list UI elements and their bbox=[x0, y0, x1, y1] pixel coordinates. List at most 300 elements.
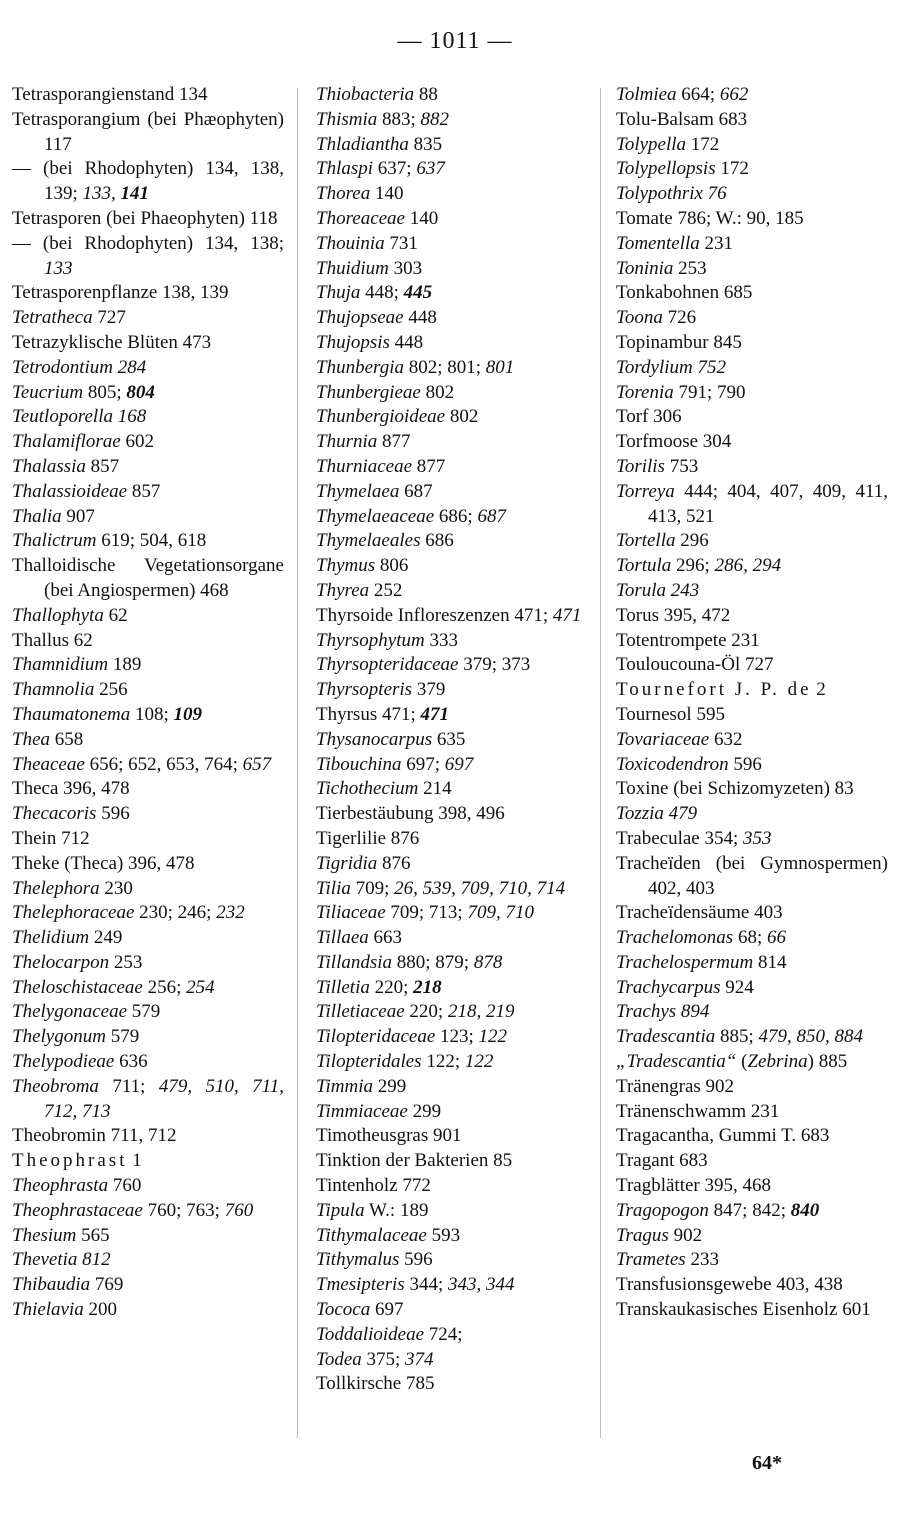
entry-text: 802; 801; bbox=[403, 356, 486, 378]
column-divider bbox=[297, 88, 298, 1438]
entry-text: Thalassioideae bbox=[12, 480, 128, 502]
index-entry bbox=[12, 207, 284, 232]
entry-text: Tränengras 902 bbox=[616, 1075, 735, 1097]
index-entry bbox=[316, 1124, 588, 1149]
entry-text: 731 bbox=[384, 232, 418, 254]
entry-text: Tragus bbox=[616, 1224, 669, 1246]
entry-text: Tillandsia bbox=[316, 951, 393, 973]
entry-text: 619; 504, 618 bbox=[96, 530, 207, 552]
index-entry bbox=[12, 505, 284, 530]
entry-text: Tragblätter 395, 468 bbox=[616, 1175, 771, 1197]
entry-text: 379 bbox=[412, 679, 446, 701]
entry-text: Toona bbox=[616, 307, 663, 329]
entry-text: 296 bbox=[675, 530, 709, 552]
index-entry bbox=[616, 1248, 888, 1273]
entry-text: 662 bbox=[719, 84, 749, 105]
entry-text: Tozzia 479 bbox=[616, 803, 698, 825]
entry-text: 448; bbox=[360, 282, 404, 304]
entry-text: 252 bbox=[369, 579, 403, 601]
entry-text: 907 bbox=[61, 505, 95, 527]
entry-text: Thoreaceae bbox=[316, 207, 405, 229]
entry-text: Trachycarpus bbox=[616, 976, 721, 998]
entry-text: 565 bbox=[76, 1224, 110, 1246]
entry-text: 172 bbox=[686, 133, 720, 155]
index-entry bbox=[12, 1174, 284, 1199]
entry-text: Thelygonaceae bbox=[12, 1001, 128, 1023]
index-entry bbox=[12, 852, 284, 877]
entry-text: Theaceae bbox=[12, 753, 85, 775]
entry-text: 140 bbox=[405, 207, 439, 229]
index-entry bbox=[616, 976, 888, 1001]
entry-text: 299 bbox=[373, 1075, 407, 1097]
entry-text: Tilletia bbox=[316, 976, 370, 998]
entry-text: Tradescantia bbox=[616, 1026, 716, 1048]
index-entry bbox=[316, 1000, 588, 1025]
entry-text: 814 bbox=[753, 951, 787, 973]
index-entry bbox=[316, 579, 588, 604]
entry-text: 133, bbox=[82, 183, 121, 205]
index-entry bbox=[316, 1025, 588, 1050]
index-entry bbox=[12, 1224, 284, 1249]
entry-text: 753 bbox=[664, 455, 699, 477]
entry-text: ( bbox=[736, 1051, 748, 1073]
entry-text: 471 bbox=[552, 604, 582, 626]
entry-text: Thalictrum bbox=[12, 530, 97, 552]
entry-text: Tolmiea bbox=[616, 84, 677, 105]
entry-text: 697; bbox=[401, 753, 445, 775]
index-entry bbox=[12, 281, 284, 306]
entry-text: Thunbergioideae bbox=[316, 406, 446, 428]
entry-text: Thelephoraceae bbox=[12, 902, 135, 924]
index-entry bbox=[12, 1298, 284, 1323]
index-entry bbox=[616, 1174, 888, 1199]
index-entry bbox=[316, 877, 588, 902]
entry-text: Thesium bbox=[12, 1224, 77, 1246]
entry-text: 214 bbox=[418, 778, 452, 800]
entry-text: 769 bbox=[90, 1274, 124, 1296]
entry-text: 26, 539, 709, 710, 714 bbox=[394, 877, 566, 899]
index-entry bbox=[616, 133, 888, 158]
entry-text: Tipula bbox=[316, 1199, 365, 1221]
index-entry bbox=[12, 455, 284, 480]
index-entry bbox=[12, 356, 284, 381]
index-entry bbox=[616, 529, 888, 554]
entry-text: Thurniaceae bbox=[316, 455, 413, 477]
index-entry bbox=[12, 604, 284, 629]
entry-text: 805; bbox=[83, 381, 127, 403]
index-entry bbox=[616, 356, 888, 381]
index-entry bbox=[316, 356, 588, 381]
entry-text: 596 bbox=[728, 753, 762, 775]
entry-text: 172 bbox=[715, 158, 749, 180]
entry-text: 448 bbox=[389, 331, 424, 353]
entry-text: Thyrsophytum bbox=[316, 629, 425, 651]
index-entry bbox=[316, 1248, 588, 1273]
index-entry bbox=[616, 678, 888, 703]
entry-text: 256; bbox=[142, 976, 187, 998]
entry-text: Thymus bbox=[316, 555, 376, 577]
entry-text: 62 bbox=[103, 604, 128, 626]
entry-text: Toninia bbox=[616, 257, 674, 279]
entry-text: Torenia bbox=[616, 381, 674, 403]
entry-text: 230; 246; bbox=[134, 902, 217, 924]
index-entry bbox=[316, 1273, 588, 1298]
entry-text: Tigerlilie 876 bbox=[316, 827, 420, 849]
index-entry bbox=[616, 108, 888, 133]
entry-text: Teutloporella 168 bbox=[12, 406, 147, 428]
entry-text: 840 bbox=[790, 1199, 820, 1221]
entry-text: 697 bbox=[370, 1299, 404, 1321]
entry-text: Thalloidische Vegetationsorgane (bei Angiospermen) 468 bbox=[12, 555, 284, 601]
entry-text: 857 bbox=[85, 455, 120, 477]
index-entry bbox=[616, 926, 888, 951]
index-entry bbox=[316, 703, 588, 728]
entry-text: 637; bbox=[373, 158, 417, 180]
index-entry bbox=[316, 455, 588, 480]
entry-text: 878 bbox=[473, 951, 503, 973]
index-entry bbox=[12, 1273, 284, 1298]
entry-text: 231 bbox=[699, 232, 733, 254]
index-entry bbox=[12, 331, 284, 356]
entry-text: Tichothecium bbox=[316, 778, 419, 800]
entry-text: 686; bbox=[434, 505, 478, 527]
entry-text: Tierbestäubung 398, 496 bbox=[316, 803, 505, 825]
entry-text: Theophrastaceae bbox=[12, 1199, 143, 1221]
entry-text: 218, 219 bbox=[447, 1001, 515, 1023]
entry-text: 88 bbox=[414, 84, 438, 105]
entry-text: Tetrasporangium (bei Phæophyten) 117 bbox=[12, 108, 284, 155]
entry-text: Thein 712 bbox=[12, 827, 90, 849]
entry-text: Tiliaceae bbox=[316, 902, 386, 924]
entry-text: 806 bbox=[375, 555, 409, 577]
index-entry bbox=[316, 1050, 588, 1075]
entry-text: Zebrina bbox=[747, 1051, 808, 1073]
entry-text: 658 bbox=[50, 728, 84, 750]
entry-text: 220; bbox=[369, 976, 414, 998]
sheet-signature: 64* bbox=[752, 1452, 782, 1474]
entry-text: Thunbergieae bbox=[316, 381, 421, 403]
index-entry bbox=[316, 182, 588, 207]
entry-text: Tolypellopsis bbox=[616, 158, 716, 180]
index-entry bbox=[12, 1124, 284, 1149]
entry-text: 286, 294 bbox=[714, 555, 782, 577]
entry-text: Theophrast bbox=[12, 1150, 128, 1172]
entry-text: Thismia bbox=[316, 108, 378, 130]
index-entry bbox=[616, 381, 888, 406]
entry-text: 379; 373 bbox=[458, 654, 531, 676]
index-entry bbox=[316, 405, 588, 430]
entry-text: Thurnia bbox=[316, 431, 378, 453]
entry-text: 791; 790 bbox=[673, 381, 746, 403]
entry-text: Tordylium 752 bbox=[616, 356, 726, 378]
entry-text: 632 bbox=[709, 728, 743, 750]
entry-text: 232 bbox=[216, 902, 245, 924]
index-entry bbox=[316, 951, 588, 976]
entry-text: 122 bbox=[478, 1026, 508, 1048]
entry-text: Tortula bbox=[616, 555, 672, 577]
index-entry bbox=[316, 852, 588, 877]
index-entry bbox=[12, 678, 284, 703]
index-entry bbox=[12, 877, 284, 902]
entry-text: Thladiantha bbox=[316, 133, 409, 155]
entry-text: Tovariaceae bbox=[616, 728, 710, 750]
index-entry bbox=[12, 753, 284, 778]
entry-text: 471 bbox=[420, 703, 449, 725]
index-entry bbox=[316, 381, 588, 406]
entry-text: Theobroma bbox=[12, 1075, 99, 1097]
entry-text: Thiobacteria bbox=[316, 84, 415, 105]
entry-text: Thouinia bbox=[316, 232, 385, 254]
index-entry bbox=[616, 157, 888, 182]
entry-text: Tragopogon bbox=[616, 1199, 709, 1221]
entry-text: 299 bbox=[407, 1100, 442, 1122]
entry-text: Thielavia bbox=[12, 1299, 84, 1321]
entry-text: Theobromin 711, 712 bbox=[12, 1125, 177, 1147]
entry-text: Thelidium bbox=[12, 927, 90, 949]
entry-text: Tetrazyklische Blüten 473 bbox=[12, 331, 212, 353]
entry-text: Tolypothrix 76 bbox=[616, 183, 727, 205]
index-entry bbox=[616, 604, 888, 629]
index-entry bbox=[616, 901, 888, 926]
entry-text: Thelypodieae bbox=[12, 1051, 115, 1073]
entry-text: 593 bbox=[426, 1224, 461, 1246]
entry-text: 1 bbox=[127, 1150, 142, 1172]
index-entry bbox=[616, 753, 888, 778]
index-entry bbox=[316, 83, 588, 108]
index-entry bbox=[316, 728, 588, 753]
entry-text: Todea bbox=[316, 1348, 362, 1370]
entry-text: 883; bbox=[377, 108, 421, 130]
entry-text: Tilopteridales bbox=[316, 1051, 422, 1073]
entry-text: Thamnolia bbox=[12, 679, 95, 701]
index-entry bbox=[316, 430, 588, 455]
entry-text: Thyrea bbox=[316, 579, 370, 601]
entry-text: Theke (Theca) 396, 478 bbox=[12, 852, 195, 874]
index-entry bbox=[12, 901, 284, 926]
index-entry bbox=[316, 753, 588, 778]
entry-text: Tetrasporen (bei Phaeophyten) 118 bbox=[12, 207, 278, 229]
entry-text: 686 bbox=[420, 530, 454, 552]
index-entry bbox=[12, 1075, 284, 1125]
index-entry bbox=[316, 207, 588, 232]
entry-text: 802 bbox=[445, 406, 479, 428]
index-entry bbox=[316, 802, 588, 827]
entry-text: Tetrasporenpflanze 138, 139 bbox=[12, 282, 229, 304]
entry-text: Thorea bbox=[316, 183, 371, 205]
entry-text: 344; bbox=[404, 1274, 448, 1296]
entry-text: 122 bbox=[464, 1051, 494, 1073]
entry-text: 122; bbox=[421, 1051, 465, 1073]
index-entry bbox=[616, 182, 888, 207]
index-entry bbox=[12, 926, 284, 951]
entry-text: 596 bbox=[399, 1249, 433, 1271]
entry-text: Timmia bbox=[316, 1075, 374, 1097]
entry-text: 479, 850, 884 bbox=[758, 1026, 864, 1048]
entry-text: Thallophyta bbox=[12, 604, 104, 626]
entry-text: Tournefort J. P. de bbox=[616, 679, 812, 701]
index-entry bbox=[616, 331, 888, 356]
entry-text: 200 bbox=[83, 1299, 118, 1321]
entry-text: 902 bbox=[668, 1224, 703, 1246]
index-entry bbox=[616, 480, 888, 530]
index-entry bbox=[12, 951, 284, 976]
index-entry bbox=[616, 430, 888, 455]
index-entry bbox=[616, 703, 888, 728]
entry-text: Thelygonum bbox=[12, 1026, 106, 1048]
index-entry bbox=[616, 777, 888, 802]
index-entry bbox=[316, 232, 588, 257]
index-entry bbox=[12, 554, 284, 604]
index-entry bbox=[616, 281, 888, 306]
entry-text: Thymelaeaceae bbox=[316, 505, 435, 527]
index-entry bbox=[12, 629, 284, 654]
entry-text: 687 bbox=[399, 480, 433, 502]
entry-text: 727 bbox=[92, 307, 126, 329]
index-entry bbox=[12, 653, 284, 678]
index-entry bbox=[12, 827, 284, 852]
entry-text: Tragant 683 bbox=[616, 1150, 708, 1172]
entry-text: Thamnidium bbox=[12, 654, 109, 676]
index-entry bbox=[316, 827, 588, 852]
entry-text: Tetrasporangienstand 134 bbox=[12, 84, 208, 105]
index-entry bbox=[12, 480, 284, 505]
entry-text: Thibaudia bbox=[12, 1274, 91, 1296]
entry-text: Thelocarpon bbox=[12, 951, 110, 973]
entry-text: 697 bbox=[444, 753, 474, 775]
entry-text: 123; bbox=[435, 1026, 479, 1048]
entry-text: Tracheïden (bei Gymnospermen) 402, 403 bbox=[616, 852, 888, 899]
entry-text: 760; 763; bbox=[142, 1199, 225, 1221]
index-column-1 bbox=[12, 83, 284, 1323]
index-entry bbox=[316, 505, 588, 530]
entry-text: Thysanocarpus bbox=[316, 728, 433, 750]
entry-text: 847; 842; bbox=[708, 1199, 791, 1221]
entry-text: Thujopsis bbox=[316, 331, 390, 353]
index-entry bbox=[12, 232, 284, 282]
entry-text: 636 bbox=[114, 1051, 148, 1073]
index-entry bbox=[616, 827, 888, 852]
entry-text: Tococa bbox=[316, 1299, 371, 1321]
index-entry bbox=[316, 926, 588, 951]
index-entry bbox=[316, 1149, 588, 1174]
entry-text: Tonkabohnen 685 bbox=[616, 282, 753, 304]
entry-text: 760 bbox=[224, 1199, 254, 1221]
entry-text: 303 bbox=[388, 257, 423, 279]
index-entry bbox=[316, 257, 588, 282]
entry-text: Trametes bbox=[616, 1249, 686, 1271]
entry-text: 880; 879; bbox=[392, 951, 474, 973]
entry-text: Transfusionsgewebe 403, 438 bbox=[616, 1274, 843, 1296]
entry-text: 602 bbox=[120, 431, 154, 453]
index-entry bbox=[616, 405, 888, 430]
index-entry bbox=[12, 777, 284, 802]
entry-text: 596 bbox=[96, 803, 130, 825]
entry-text: Tracheïdensäume 403 bbox=[616, 902, 783, 924]
entry-text: Tragacantha, Gummi T. 683 bbox=[616, 1125, 830, 1147]
index-entry bbox=[616, 951, 888, 976]
index-entry bbox=[616, 1298, 888, 1323]
entry-text: Trachys 894 bbox=[616, 1001, 710, 1023]
entry-text: 253 bbox=[109, 951, 143, 973]
index-entry bbox=[12, 1149, 284, 1174]
index-entry bbox=[12, 728, 284, 753]
index-entry bbox=[616, 554, 888, 579]
entry-text: Thea bbox=[12, 728, 50, 750]
entry-text: Tomentella bbox=[616, 232, 700, 254]
entry-text: 663 bbox=[368, 927, 403, 949]
index-entry bbox=[616, 1149, 888, 1174]
entry-text: Theloschistaceae bbox=[12, 976, 143, 998]
index-entry bbox=[616, 1124, 888, 1149]
index-entry bbox=[316, 1199, 588, 1224]
entry-text: Toxicodendron bbox=[616, 753, 729, 775]
entry-text: Tigridia bbox=[316, 852, 378, 874]
entry-text: 711; bbox=[98, 1075, 159, 1097]
entry-text: 233 bbox=[685, 1249, 719, 1271]
index-entry bbox=[316, 281, 588, 306]
entry-text: Theca 396, 478 bbox=[12, 778, 130, 800]
entry-text: 857 bbox=[127, 480, 161, 502]
index-entry bbox=[12, 430, 284, 455]
entry-text: Thelephora bbox=[12, 877, 100, 899]
entry-text: 724; bbox=[424, 1323, 463, 1345]
index-entry bbox=[616, 83, 888, 108]
entry-text: Trachelomonas bbox=[616, 927, 734, 949]
entry-text: 656; 652, 653, 764; bbox=[84, 753, 243, 775]
entry-text: Timotheusgras 901 bbox=[316, 1125, 462, 1147]
entry-text: Thunbergia bbox=[316, 356, 404, 378]
entry-text: 579 bbox=[105, 1026, 140, 1048]
entry-text: 637 bbox=[416, 158, 445, 180]
index-entry bbox=[316, 1323, 588, 1348]
entry-text: 66 bbox=[766, 927, 786, 949]
index-entry bbox=[316, 976, 588, 1001]
index-entry bbox=[12, 529, 284, 554]
entry-text: Trachelospermum bbox=[616, 951, 754, 973]
index-entry bbox=[616, 306, 888, 331]
entry-text: Theophrasta bbox=[12, 1175, 109, 1197]
index-entry bbox=[316, 1348, 588, 1373]
index-entry bbox=[316, 306, 588, 331]
entry-text: 726 bbox=[662, 307, 697, 329]
entry-text: 333 bbox=[424, 629, 458, 651]
index-column-2 bbox=[316, 83, 588, 1397]
index-entry bbox=[12, 1248, 284, 1273]
entry-text: Thyrsus 471; bbox=[316, 703, 421, 725]
entry-text: Torf 306 bbox=[616, 406, 682, 428]
entry-text: Thymelaea bbox=[316, 480, 400, 502]
entry-text: Touloucouna-Öl 727 bbox=[616, 654, 774, 676]
index-entry bbox=[316, 604, 588, 629]
column-divider bbox=[600, 88, 601, 1438]
index-entry bbox=[12, 1199, 284, 1224]
entry-text: — (bei Rhodophyten) 134, 138; bbox=[12, 232, 284, 254]
index-entry bbox=[616, 455, 888, 480]
entry-text: 802 bbox=[420, 381, 455, 403]
entry-text: 664; bbox=[676, 84, 720, 105]
entry-text: 579 bbox=[127, 1001, 161, 1023]
index-entry bbox=[12, 381, 284, 406]
entry-text: Torfmoose 304 bbox=[616, 431, 732, 453]
entry-text: Topinambur 845 bbox=[616, 331, 742, 353]
index-entry bbox=[616, 1224, 888, 1249]
entry-text: Thyrsopteris bbox=[316, 679, 413, 701]
entry-text: Tränenschwamm 231 bbox=[616, 1100, 780, 1122]
entry-text: 924 bbox=[720, 976, 754, 998]
index-entry bbox=[12, 802, 284, 827]
index-entry bbox=[12, 108, 284, 158]
entry-text: 253 bbox=[673, 257, 707, 279]
